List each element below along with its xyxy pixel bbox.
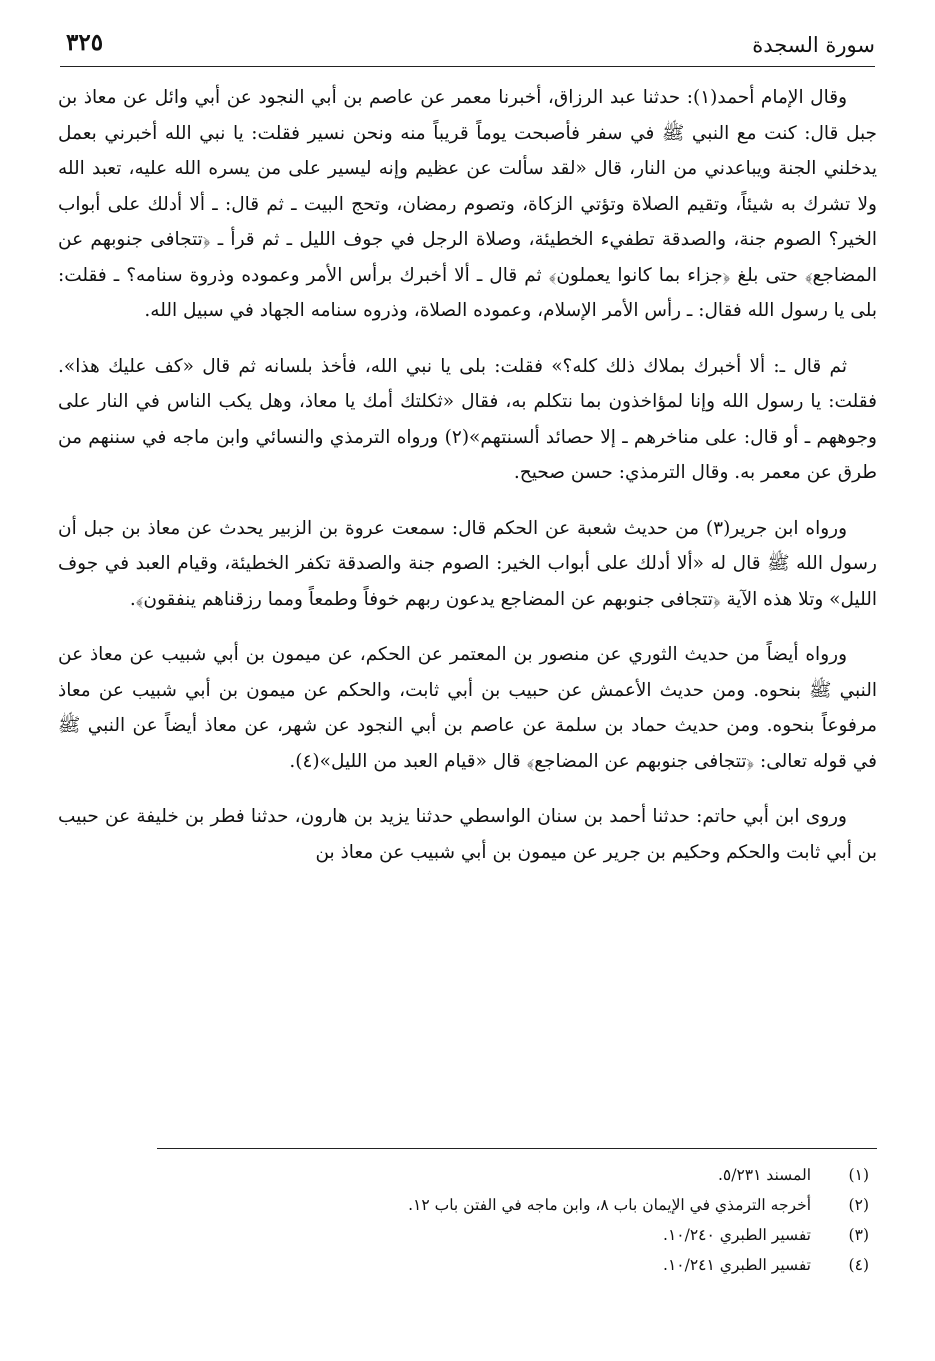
- footnote-number: (٣): [848, 1226, 869, 1244]
- paragraph-4: ورواه أيضاً من حديث الثوري عن منصور بن المعتمر عن الحكم، عن ميمون بن أبي شبيب عن معاذ عن النبي ﷺ بنحوه. ومن حديث الأعمش عن حبيب بن أبي ثابت، والحكم عن ميمون بن أبي شبيب عن معاذ مرفوعاً بنحوه. ومن حديث حماد بن سلمة عن عاصم بن أبي النجود عن شهر، عن معاذ أيضاً عن النبي ﷺ في قوله تعالى: ﴿تتجافى جنوبهم عن المضاجع﴾ قال «قيام العبد من الليل»(٤).: [58, 644, 877, 772]
- footnote-number: (٤): [848, 1256, 869, 1274]
- surah-title: سورة السجدة: [752, 33, 875, 57]
- main-text: [58, 80, 877, 890]
- footnote-text: أخرجه الترمذي في الإيمان باب ٨، وابن ماجه في الفتن باب ١٢.: [408, 1196, 811, 1214]
- footnotes: [58, 1160, 877, 1280]
- footnote-text: المسند ٥/٢٣١.: [717, 1166, 811, 1184]
- footnote-divider: [157, 1148, 877, 1149]
- footnote-1: [58, 1160, 877, 1190]
- footnote-number: (٢): [848, 1196, 869, 1214]
- page-number: ٣٢٥: [66, 29, 104, 56]
- paragraph-3: ورواه ابن جرير(٣) من حديث شعبة عن الحكم قال: سمعت عروة بن الزبير يحدث عن معاذ بن جبل أن رسول الله ﷺ قال له «ألا أدلك على أبواب الخير: الصوم جنة والصدقة تكفر الخطيئة، وقيام العبد في جوف الليل» وتلا هذه الآية ﴿تتجافى جنوبهم عن المضاجع يدعون ربهم خوفاً وطمعاً ومما رزقناهم ينفقون﴾.: [58, 517, 877, 610]
- header-divider: [60, 66, 875, 67]
- footnote-4: [58, 1250, 877, 1280]
- footnote-text: تفسير الطبري ١٠/٢٤٠.: [663, 1226, 811, 1244]
- footnote-number: (١): [848, 1166, 869, 1184]
- paragraph-1: وقال الإمام أحمد(١): حدثنا عبد الرزاق، أخبرنا معمر عن عاصم بن أبي النجود عن أبي وائل عن معاذ بن جبل قال: كنت مع النبي ﷺ في سفر فأصبحت يوماً قريباً منه ونحن نسير فقلت: يا نبي الله أخبرني بعمل يدخلني الجنة ويباعدني من النار، قال «لقد سألت عن عظيم وإنه ليسير على من يسره الله عليه، تعبد الله ولا تشرك به شيئاً، وتقيم الصلاة وتؤتي الزكاة، وتصوم رمضان، وتحج البيت ـ ثم قال: ـ ألا أدلك على أبواب الخير؟ الصوم جنة، والصدقة تطفيء الخطيئة، وصلاة الرجل في جوف الليل ـ ثم قرأ ـ ﴿تتجافى جنوبهم عن المضاجع﴾ حتى بلغ ﴿جزاء بما كانوا يعملون﴾ ثم قال ـ ألا أخبرك برأس الأمر وعموده وذروة سنامه؟ ـ فقلت: بلى يا رسول الله فقال: ـ رأس الأمر الإسلام، وعموده الصلاة، وذروه سنامه الجهاد في سبيل الله.: [58, 87, 877, 321]
- paragraph-2: ثم قال ـ: ألا أخبرك بملاك ذلك كله؟» فقلت: بلى يا نبي الله، فأخذ بلسانه ثم قال «كف عليك هذا». فقلت: يا رسول الله وإنا لمؤاخذون بما نتكلم به، فقال «ثكلتك أمك يا معاذ، وهل يكب الناس في النار على وجوههم ـ أو قال: على مناخرهم ـ إلا حصائد ألسنتهم»(٢) ورواه الترمذي والنسائي وابن ماجه في سننهم من طرق عن معمر به. وقال الترمذي: حسن صحيح.: [58, 355, 877, 483]
- page-header: [60, 26, 875, 70]
- paragraph-5: وروى ابن أبي حاتم: حدثنا أحمد بن سنان الواسطي حدثنا يزيد بن هارون، حدثنا فطر بن خليفة عن حبيب بن أبي ثابت والحكم وحكيم بن جرير عن ميمون بن أبي شبيب عن معاذ بن: [58, 806, 877, 863]
- footnote-2: [58, 1190, 877, 1220]
- footnote-text: تفسير الطبري ١٠/٢٤١.: [663, 1256, 811, 1274]
- footnote-3: [58, 1220, 877, 1250]
